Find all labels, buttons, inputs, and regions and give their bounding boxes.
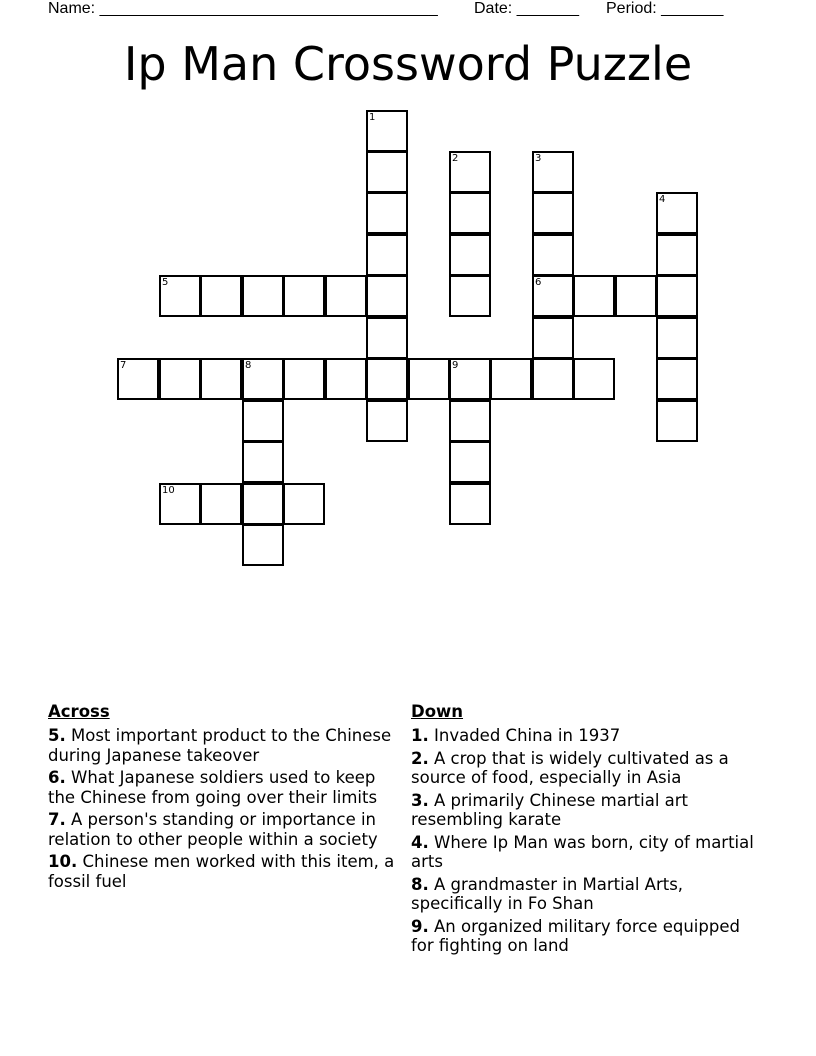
clue-down-4: 4. Where Ip Man was born, city of martial arts bbox=[411, 832, 754, 871]
grid-cell[interactable] bbox=[200, 275, 242, 317]
clue-down-1: 1. Invaded China in 1937 bbox=[411, 726, 621, 745]
grid-cell[interactable] bbox=[366, 110, 408, 152]
grid-cell[interactable] bbox=[615, 275, 657, 317]
grid-cell[interactable] bbox=[283, 358, 325, 400]
clue-down-8: 8. A grandmaster in Martial Arts, specifically in Fo Shan bbox=[411, 874, 684, 913]
grid-cell[interactable] bbox=[242, 483, 284, 525]
clue-number-4: 4 bbox=[659, 194, 666, 205]
clue-number-9: 9 bbox=[452, 360, 459, 371]
grid-cell[interactable] bbox=[656, 358, 698, 400]
clue-number-10: 10 bbox=[162, 485, 175, 496]
grid-cell[interactable] bbox=[200, 483, 242, 525]
grid-cell[interactable] bbox=[325, 275, 367, 317]
grid-cell[interactable] bbox=[532, 275, 574, 317]
clue-across-6: 6. What Japanese soldiers used to keep the Chinese from going over their limits bbox=[48, 768, 378, 807]
grid-cell[interactable] bbox=[366, 234, 408, 276]
period-field[interactable]: Period: _______ bbox=[606, 0, 724, 17]
grid-cell[interactable] bbox=[366, 151, 408, 193]
grid-cell[interactable] bbox=[242, 358, 284, 400]
across-clues bbox=[48, 702, 404, 894]
grid-cell[interactable] bbox=[656, 317, 698, 359]
grid-cell[interactable] bbox=[366, 400, 408, 442]
grid-cell[interactable] bbox=[449, 234, 491, 276]
grid-cell[interactable] bbox=[366, 317, 408, 359]
grid-cell[interactable] bbox=[656, 192, 698, 234]
date-field[interactable]: Date: _______ bbox=[474, 0, 579, 17]
grid-cell[interactable] bbox=[242, 400, 284, 442]
grid-cell[interactable] bbox=[242, 524, 284, 566]
grid-cell[interactable] bbox=[366, 358, 408, 400]
down-heading: Down bbox=[411, 702, 464, 721]
clue-across-10: 10. Chinese men worked with this item, a fossil fuel bbox=[48, 852, 395, 891]
grid-cell[interactable] bbox=[325, 358, 367, 400]
grid-cell[interactable] bbox=[532, 192, 574, 234]
page-title: Ip Man Crossword Puzzle bbox=[123, 37, 693, 91]
grid-cell[interactable] bbox=[242, 275, 284, 317]
grid-cell[interactable] bbox=[532, 358, 574, 400]
grid-cell[interactable] bbox=[366, 275, 408, 317]
clue-number-5: 5 bbox=[162, 277, 169, 288]
clue-across-5: 5. Most important product to the Chinese during Japanese takeover bbox=[48, 726, 392, 765]
grid-cell[interactable] bbox=[449, 192, 491, 234]
grid-cell[interactable] bbox=[117, 358, 159, 400]
grid-cell[interactable] bbox=[656, 275, 698, 317]
clue-number-3: 3 bbox=[535, 153, 542, 164]
grid-cell[interactable] bbox=[366, 192, 408, 234]
clue-down-2: 2. A crop that is widely cultivated as a source of food, especially in Asia bbox=[411, 748, 729, 787]
grid-cell[interactable] bbox=[449, 483, 491, 525]
grid-cell[interactable] bbox=[408, 358, 450, 400]
grid-cell[interactable] bbox=[573, 275, 615, 317]
grid-cell[interactable] bbox=[283, 483, 325, 525]
clue-number-6: 6 bbox=[535, 277, 542, 288]
clue-down-9: 9. An organized military force equipped for fighting on land bbox=[411, 916, 740, 955]
grid-cell[interactable] bbox=[159, 483, 201, 525]
clue-across-7: 7. A person's standing or importance in relation to other people within a society bbox=[48, 810, 378, 849]
grid-cell[interactable] bbox=[449, 275, 491, 317]
clue-number-8: 8 bbox=[245, 360, 252, 371]
grid-cell[interactable] bbox=[283, 275, 325, 317]
grid-cell[interactable] bbox=[532, 151, 574, 193]
clue-number-7: 7 bbox=[120, 360, 127, 371]
grid-cell[interactable] bbox=[532, 317, 574, 359]
down-clues bbox=[411, 702, 761, 959]
clue-down-3: 3. A primarily Chinese martial art resembling karate bbox=[411, 790, 689, 829]
grid-cell[interactable] bbox=[159, 358, 201, 400]
grid-cell[interactable] bbox=[656, 400, 698, 442]
clue-number-1: 1 bbox=[369, 112, 376, 123]
grid-cell[interactable] bbox=[449, 441, 491, 483]
grid-cell[interactable] bbox=[449, 358, 491, 400]
grid-cell[interactable] bbox=[573, 358, 615, 400]
grid-cell[interactable] bbox=[200, 358, 242, 400]
grid-cell[interactable] bbox=[490, 358, 532, 400]
grid-cell[interactable] bbox=[159, 275, 201, 317]
grid-cell[interactable] bbox=[656, 234, 698, 276]
name-field[interactable]: Name: ______________________________________ bbox=[48, 0, 438, 17]
grid-cell[interactable] bbox=[242, 441, 284, 483]
grid-cell[interactable] bbox=[449, 151, 491, 193]
across-heading: Across bbox=[48, 702, 110, 721]
clue-number-2: 2 bbox=[452, 153, 459, 164]
grid-cell[interactable] bbox=[449, 400, 491, 442]
grid-cell[interactable] bbox=[532, 234, 574, 276]
